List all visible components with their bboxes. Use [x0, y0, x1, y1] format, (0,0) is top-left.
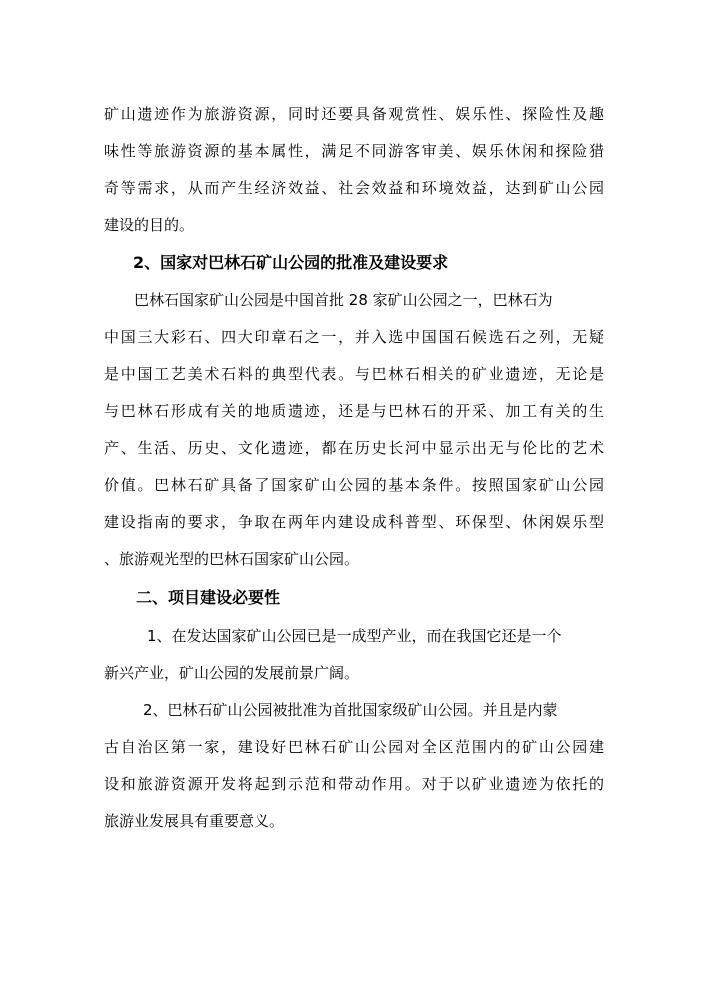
paragraph-line: 2、巴林石矿山公园被批准为首批国家级矿山公园。并且是内蒙 [143, 701, 558, 719]
section-heading: 2、国家对巴林石矿山公园的批准及建设要求 [133, 253, 449, 272]
paragraph-line: 设和旅游资源开发将起到示范和带动作用。对于以矿业遗迹为依托的 [104, 775, 604, 793]
paragraph-line: 矿山遗迹作为旅游资源，同时还要具备观赏性、娱乐性、探险性及趣 [104, 105, 604, 123]
paragraph-line: 中国三大彩石、四大印章石之一，并入选中国国石候选石之列，无疑 [104, 328, 604, 346]
paragraph-line: 建设指南的要求，争取在两年内建设成科普型、环保型、休闲娱乐型 [104, 513, 604, 531]
paragraph-line: 古自治区第一家，建设好巴林石矿山公园对全区范围内的矿山公园建 [104, 738, 604, 756]
paragraph-line: 是中国工艺美术石料的典型代表。与巴林石相关的矿业遗迹，无论是 [104, 365, 604, 383]
paragraph-line: 与巴林石形成有关的地质遗迹，还是与巴林石的开采、加工有关的生 [104, 402, 604, 420]
paragraph-line: 旅游业发展具有重要意义。 [104, 812, 285, 830]
paragraph-line: 价值。巴林石矿具备了国家矿山公园的基本条件。按照国家矿山公园 [104, 476, 604, 494]
paragraph-line: 新兴产业，矿山公园的发展前景广阔。 [104, 664, 360, 682]
section-heading: 二、项目建设必要性 [136, 588, 281, 607]
paragraph-line: 奇等需求，从而产生经济效益、社会效益和环境效益，达到矿山公园 [104, 179, 604, 197]
paragraph-line: 1、在发达国家矿山公园已是一成型产业，而在我国它还是一个 [147, 627, 562, 645]
paragraph-line: 味性等旅游资源的基本属性，满足不同游客审美、娱乐休闲和探险猎 [104, 142, 604, 160]
paragraph-line: 产、生活、历史、文化遗迹，都在历史长河中显示出无与伦比的艺术 [104, 439, 604, 457]
paragraph-line: 巴林石国家矿山公园是中国首批 28 家矿山公园之一，巴林石为 [134, 291, 553, 309]
paragraph-line: 建设的目的。 [104, 216, 195, 234]
paragraph-line: 、旅游观光型的巴林石国家矿山公园。 [104, 550, 360, 568]
